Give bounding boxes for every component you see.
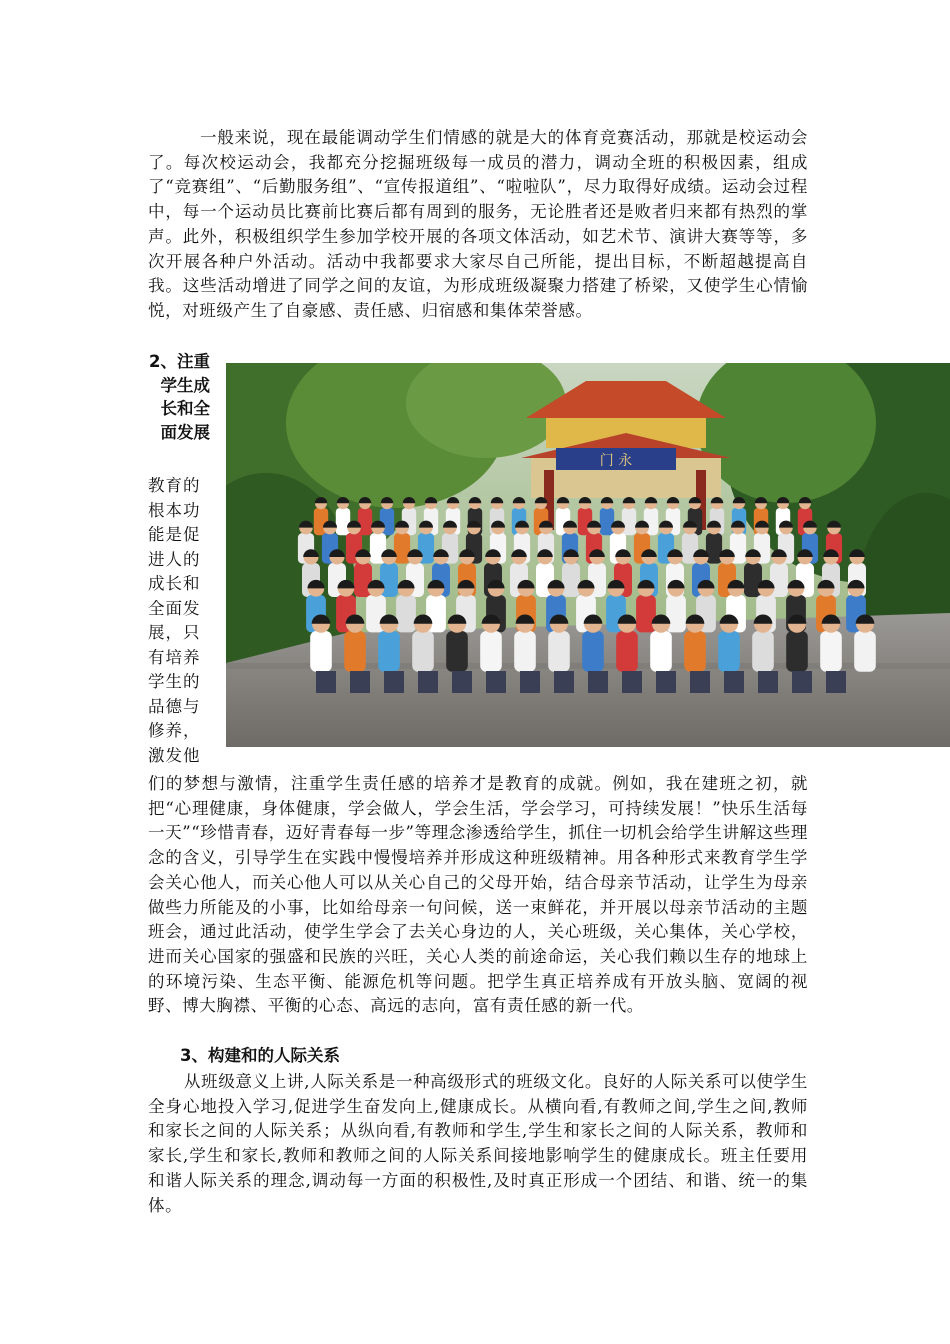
student-figure bbox=[378, 631, 400, 672]
student-legs bbox=[316, 671, 336, 693]
gate-sign: 门 永 bbox=[599, 453, 633, 469]
student-legs bbox=[520, 671, 540, 693]
section-3-body: 从班级意义上讲,人际关系是一种高级形式的班级文化。良好的人际关系可以使学生全身心地投入学习,促进学生奋发向上,健康成长。从横向看,有教师之间,学生之间,教师和家长之间的人际关系；从纵向看,有教师和学生,学生和家长之间的人际关系，教师和家长,学生和家长,教师和教师之间的人际关系间接地影响学生的健康成长。班主任要用和谐人际关系的理念,调动每一方面的积极性,及时真正形成一个团结、和谐、统一的集体。 bbox=[148, 1072, 808, 1215]
student-figure bbox=[752, 631, 774, 672]
student-legs bbox=[792, 671, 812, 693]
section-2-body: 们的梦想与激情，注重学生责任感的培养才是教育的成就。例如，我在建班之初，就把“心理健康，身体健康，学会做人，学会生活，学会学习，可持续发展！”快乐生活每一天”“珍惜青春，迈好青春每一步”等理念渗透给学生，抓住一切机会给学生讲解这些理念的含义，引导学生在实践中慢慢培养并形成这种班级精神。用各种形式来教育学生学会关心他人，而关心他人可以从关心自己的父母开始，结合母亲节活动，让学生为母亲做些力所能及的小事，比如给母亲一句问候，送一束鲜花，并开展以母亲节活动的主题班会，通过此活动，使学生学会了去关心身边的人，关心班级，关心集体，关心学校，进而关心国家的强盛和民族的兴旺，关心人类的前途命运，关心我们赖以生存的地球上的环境污染、生态平衡、能源危机等问题。把学生真正培养成有开放头脑、宽阔的视野、博大胸襟、平衡的心态、高远的志向，富有责任感的新一代。 bbox=[148, 774, 808, 1016]
photo-illustration bbox=[226, 363, 950, 747]
student-legs bbox=[418, 671, 438, 693]
student-figure bbox=[616, 631, 638, 672]
student-figure bbox=[582, 631, 604, 672]
student-legs bbox=[758, 671, 778, 693]
paragraph-sports-activities: 一般来说，现在最能调动学生们情感的就是大的体育竞赛活动，那就是校运动会了。每次校运动会，我都充分挖掘班级每一成员的潜力，调动全班的积极因素，组成了“竞赛组”、“后勤服务组”、“宣传报道组”、“啦啦队”，尽力取得好成绩。运动会过程中，每一个运动员比赛前比赛后都有周到的服务，无论胜者还是败者归来都有热烈的掌声。此外，积极组织学生参加学校开展的各项文体活动，如艺术节、演讲大赛等等，多次开展各种户外活动。活动中我都要求大家尽自己所能，提出目标，不断超越提高自我。这些活动增进了同学之间的友谊，为形成班级凝聚力搭建了桥梁，又使学生心情愉悦，对班级产生了自豪感、责任感、归宿感和集体荣誉感。 bbox=[148, 128, 808, 320]
student-figure bbox=[684, 631, 706, 672]
student-figure bbox=[446, 631, 468, 672]
student-legs bbox=[724, 671, 744, 693]
student-legs bbox=[690, 671, 710, 693]
student-legs bbox=[588, 671, 608, 693]
student-figure bbox=[600, 508, 614, 535]
class-group-photo bbox=[226, 363, 950, 747]
student-figure bbox=[396, 595, 416, 632]
student-figure bbox=[412, 631, 434, 672]
student-legs bbox=[384, 671, 404, 693]
student-figure bbox=[706, 533, 722, 564]
student-figure bbox=[548, 631, 570, 672]
student-legs bbox=[826, 671, 846, 693]
student-figure bbox=[562, 563, 580, 597]
student-figure bbox=[358, 508, 372, 535]
student-figure bbox=[650, 631, 672, 672]
section-3-heading: 3、构建和的人际关系 bbox=[180, 1046, 340, 1065]
student-legs bbox=[350, 671, 370, 693]
section-2-side-text: 教育的根本功能是促进人的成长和全面发展，只有培养学生的品德与修养，激发他 bbox=[148, 476, 201, 765]
student-figure bbox=[336, 508, 350, 535]
student-figure bbox=[394, 533, 410, 564]
student-figure bbox=[480, 631, 502, 672]
student-figure bbox=[514, 631, 536, 672]
student-figure bbox=[310, 631, 332, 672]
student-figure bbox=[786, 631, 808, 672]
student-figure bbox=[854, 631, 876, 672]
student-legs bbox=[486, 671, 506, 693]
student-figure bbox=[820, 631, 842, 672]
student-legs bbox=[554, 671, 574, 693]
student-legs bbox=[622, 671, 642, 693]
student-legs bbox=[656, 671, 676, 693]
student-figure bbox=[622, 508, 636, 535]
student-figure bbox=[344, 631, 366, 672]
section-2-heading: 2、注重学生成长和全面发展 bbox=[149, 352, 210, 442]
student-figure bbox=[718, 631, 740, 672]
student-legs bbox=[452, 671, 472, 693]
